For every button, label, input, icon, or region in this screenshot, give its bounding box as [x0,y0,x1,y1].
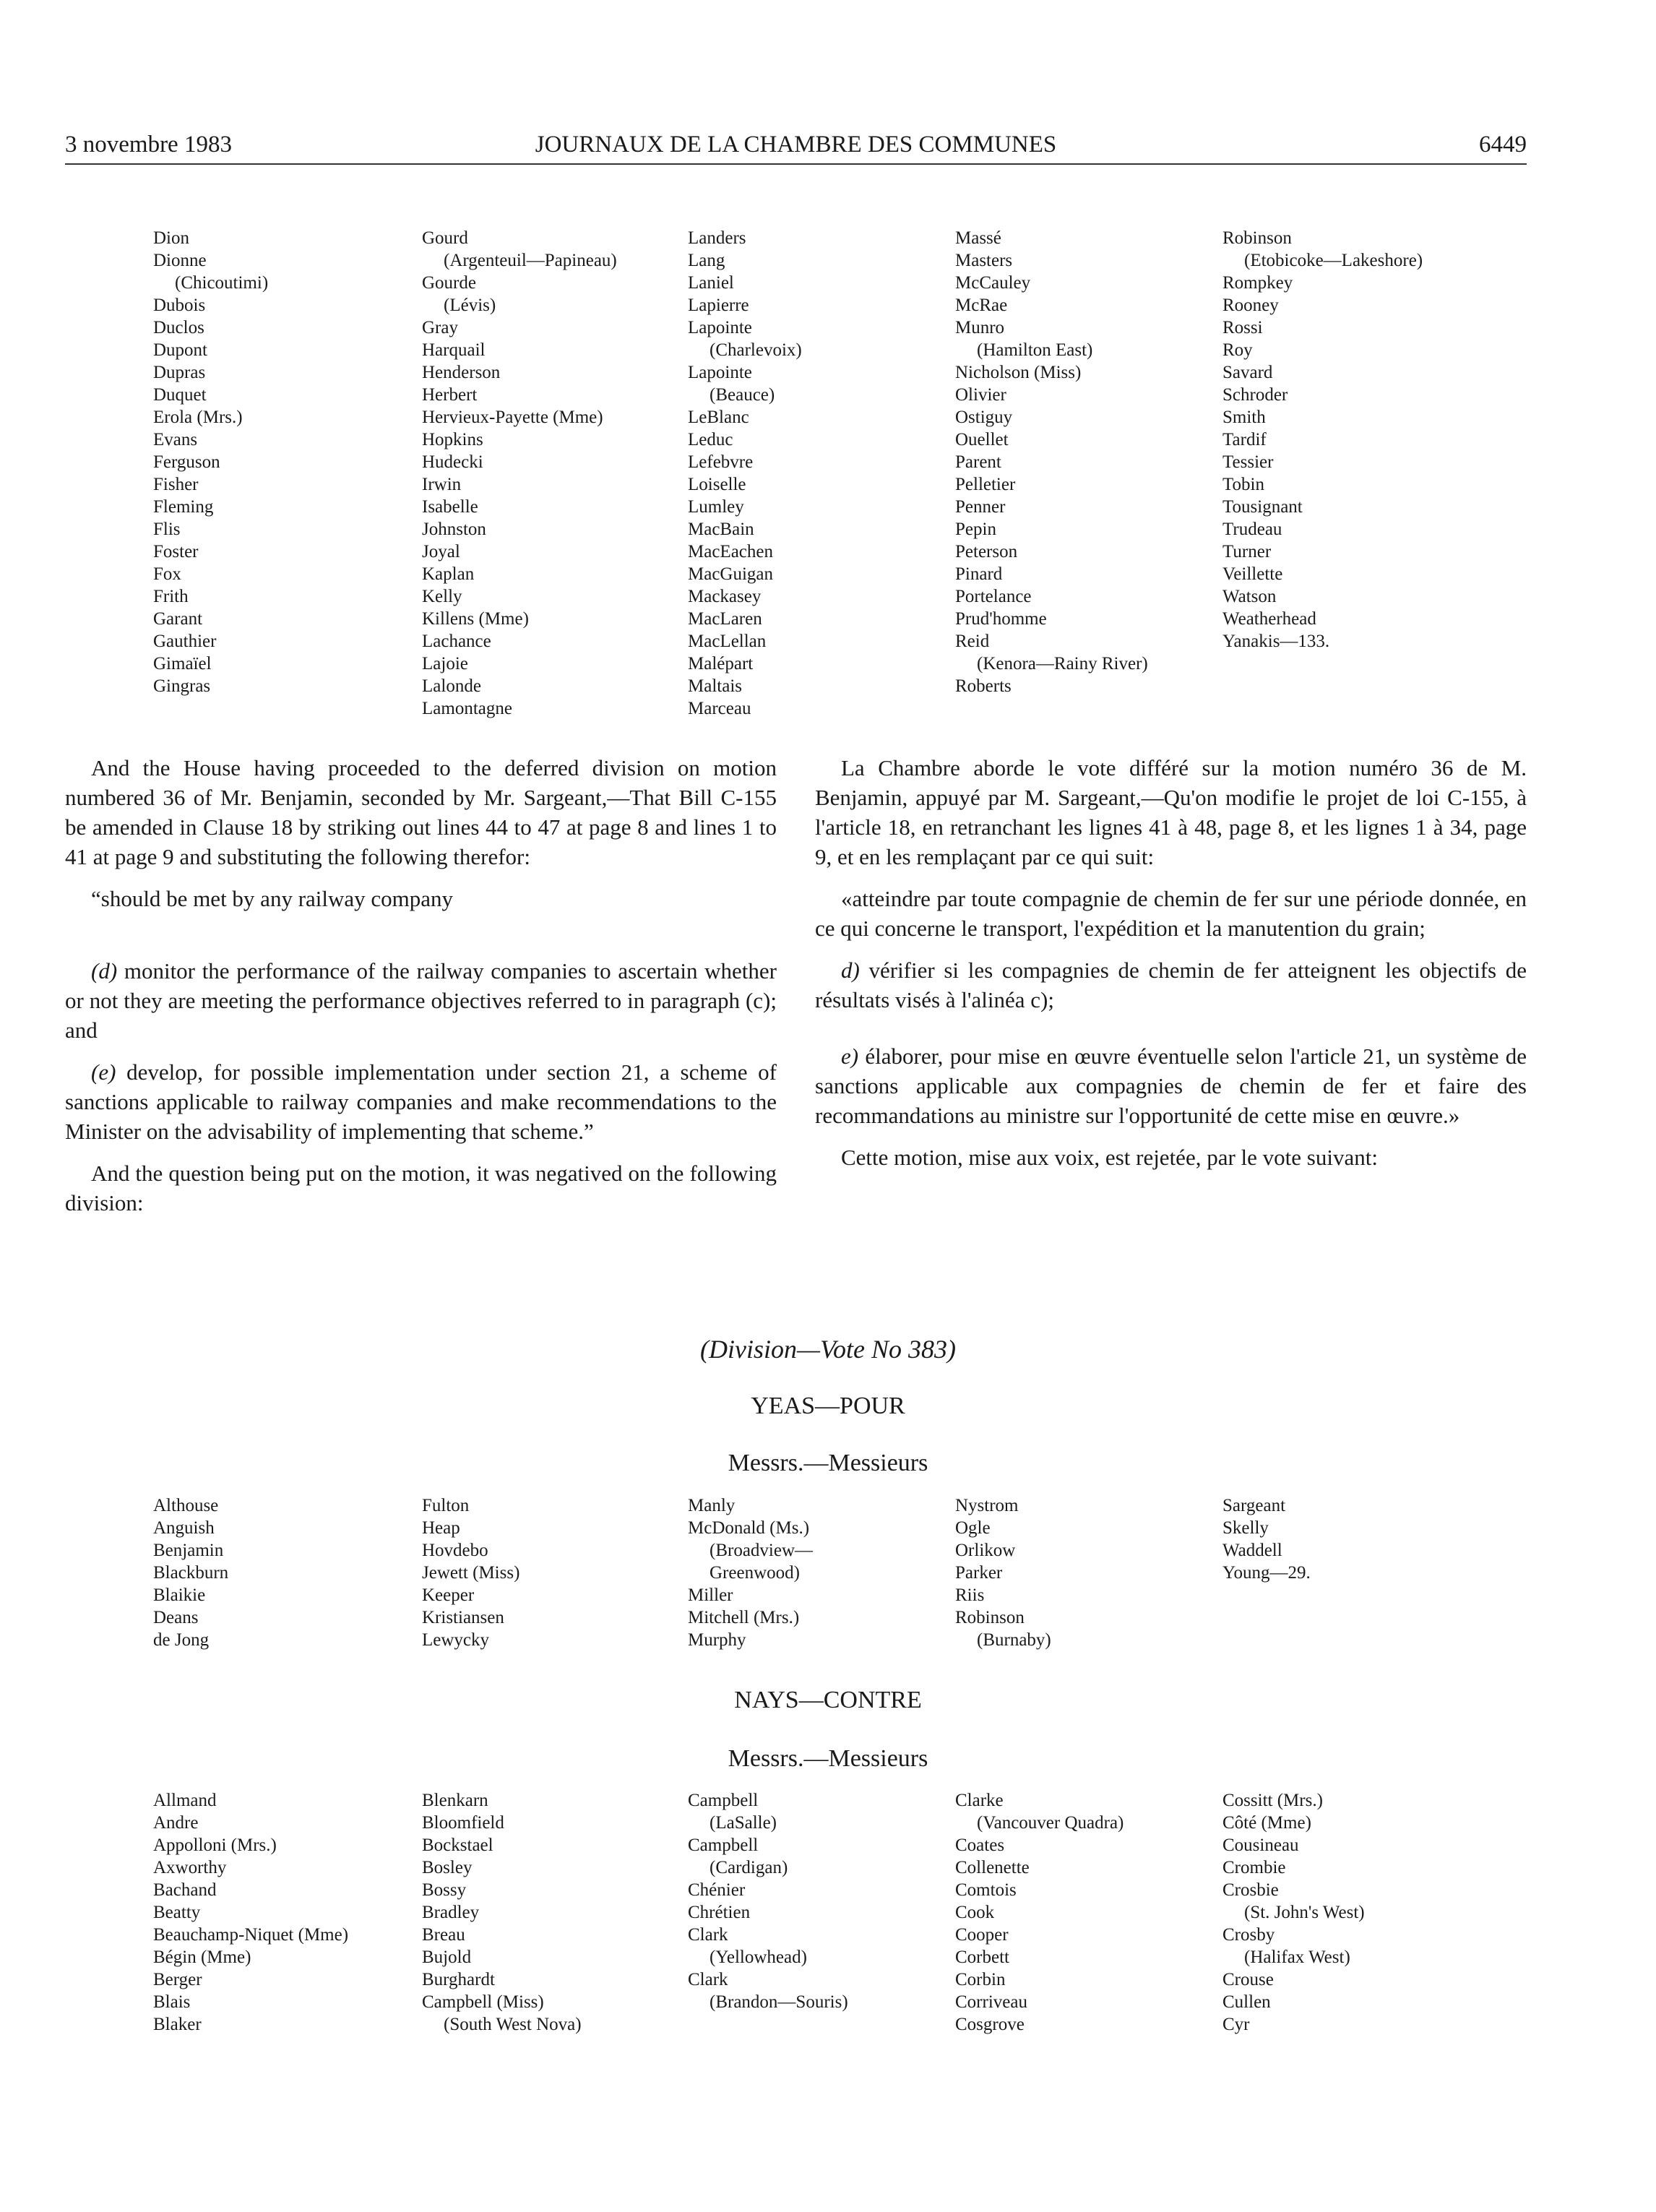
member-name: (Charlevoix) [710,340,802,360]
division-title: (Division—Vote No 383) [700,1335,956,1364]
member-name: Lachance [422,632,491,651]
member-name: Garant [153,609,203,629]
member-name: Benjamin [153,1541,224,1560]
member-name: Rossi [1222,318,1263,337]
member-name: Lamontagne [422,699,512,718]
member-name: Gourd [422,228,468,248]
member-name: Portelance [955,587,1032,606]
member-name: Herbert [422,385,478,405]
member-name: Gimaïel [153,654,212,674]
member-name: Appolloni (Mrs.) [153,1836,277,1855]
member-name: Riis [955,1585,985,1605]
member-name: Turner [1222,542,1272,561]
member-name: Nystrom [955,1496,1019,1515]
member-name: Breau [422,1925,465,1945]
member-name: Heap [422,1518,460,1538]
member-name: Axworthy [153,1858,227,1877]
member-name: (Kenora—Rainy River) [977,654,1148,674]
member-name: Crosby [1222,1925,1275,1945]
name-column [1222,227,1490,653]
member-name: Cyr [1222,2015,1250,2034]
member-name: (Argenteuil—Papineau) [444,251,617,270]
french-clause-d [815,955,1527,1015]
name-column [688,1494,955,1651]
french-clause-e [815,1041,1527,1130]
member-name: Dionne [153,251,207,270]
member-name: Hopkins [422,430,483,449]
french-motion-para: La Chambre aborde le vote différé sur la motion numéro 36 de M. Benjamin, appuyé par M. Sargeant,—Qu'on modifie le projet de loi C-155, à l'article 18, en retranchant les lignes 41 à 48, page 8, et les lignes 1 à 34, page 9, et en les remplaçant par ce qui suit: [815,755,1527,869]
name-column [422,1789,689,2036]
name-column [955,1494,1222,1651]
member-name: Pepin [955,520,996,539]
clause-d-text: vérifier si les compagnies de chemin de fer atteignent les objectifs de résultats visés à l'alinéa c); [815,957,1527,1012]
member-name: Marceau [688,699,751,718]
member-name: Jewett (Miss) [422,1563,520,1583]
member-name: McDonald (Ms.) [688,1518,810,1538]
member-name: Burghardt [422,1970,495,1989]
member-name: Bloomfield [422,1813,504,1833]
member-name: (Halifax West) [1244,1948,1350,1967]
member-name: (South West Nova) [444,2015,582,2034]
member-name: Pelletier [955,475,1016,494]
member-name: Duclos [153,318,204,337]
member-name: (LaSalle) [710,1813,777,1833]
member-name: (Etobicoke—Lakeshore) [1244,251,1423,270]
member-name: (Chicoutimi) [175,273,269,293]
member-name: Berger [153,1970,202,1989]
member-name: Crosbie [1222,1880,1279,1900]
member-name: Blaker [153,2015,202,2034]
member-name: Crombie [1222,1858,1286,1877]
member-name: Collenette [955,1858,1030,1877]
member-name: Comtois [955,1880,1017,1900]
member-name: Kaplan [422,564,475,584]
member-name: (Broadview— [710,1541,814,1560]
member-name: Lajoie [422,654,468,674]
member-name: Mitchell (Mrs.) [688,1608,800,1627]
member-name: Hovdebo [422,1541,488,1560]
messrs-heading-nays: Messrs.—Messieurs [728,1745,928,1772]
member-name: Gray [422,318,458,337]
member-name: Isabelle [422,497,478,517]
member-name: Henderson [422,363,501,382]
member-name: Fulton [422,1496,470,1515]
member-name: Leduc [688,430,733,449]
yeas-list [153,1494,1526,1661]
english-column [65,753,777,1230]
member-name: Olivier [955,385,1006,405]
member-name: Keeper [422,1585,475,1605]
member-name: Côté (Mme) [1222,1813,1311,1833]
member-name: Campbell (Miss) [422,1992,544,2012]
member-name: Reid [955,632,990,651]
member-name: Penner [955,497,1006,517]
french-column [815,753,1527,1184]
member-name: Lapierre [688,296,749,315]
member-name: Savard [1222,363,1273,382]
member-name: Corbin [955,1970,1006,1989]
member-name: Bachand [153,1880,217,1900]
member-name: Corbett [955,1948,1009,1967]
member-name: Pinard [955,564,1003,584]
member-name: Masters [955,251,1013,270]
member-name: Weatherhead [1222,609,1316,629]
member-name: Beatty [153,1903,201,1922]
member-name: Cook [955,1903,995,1922]
member-name: Johnston [422,520,486,539]
member-name: Coates [955,1836,1005,1855]
member-name: Killens (Mme) [422,609,529,629]
member-name: Corriveau [955,1992,1027,2012]
page-header [65,129,1527,165]
member-name: Cousineau [1222,1836,1299,1855]
member-name: Dubois [153,296,206,315]
member-name: Orlikow [955,1541,1016,1560]
member-name: Erola (Mrs.) [153,408,243,427]
clause-d-label: (d) [91,958,118,984]
member-name: Rooney [1222,296,1279,315]
member-name: Roberts [955,676,1012,696]
member-name: Sargeant [1222,1496,1286,1515]
name-column [1222,1789,1490,2036]
member-name: Lang [688,251,725,270]
name-column [955,227,1222,697]
member-name: Crouse [1222,1970,1274,1989]
name-column [955,1789,1222,2036]
member-name: Blaikie [153,1585,206,1605]
clause-e-text: develop, for possible implementation under section 21, a scheme of sanctions applicable to railway companies and make recommendations to the Minister on the advisability of implementing that scheme.” [65,1059,777,1144]
member-name: Dupras [153,363,206,382]
member-name: (Hamilton East) [977,340,1093,360]
member-name: Chénier [688,1880,746,1900]
member-name: Campbell [688,1836,759,1855]
name-column [153,1789,421,2036]
name-column [153,1494,421,1651]
member-name: Tobin [1222,475,1264,494]
member-name: Tardif [1222,430,1267,449]
member-name: Gingras [153,676,211,696]
member-name: Schroder [1222,385,1288,405]
member-name: Lalonde [422,676,481,696]
member-name: Tousignant [1222,497,1303,517]
member-name: Greenwood) [710,1563,800,1583]
member-name: Bradley [422,1903,480,1922]
member-name: Fisher [153,475,199,494]
member-name: Andre [153,1813,199,1833]
member-name: (Brandon—Souris) [710,1992,848,2012]
english-quote: “should be met by any railway company [91,886,454,911]
member-name: (Cardigan) [710,1858,788,1877]
member-name: Young—29. [1222,1563,1311,1583]
member-name: Malépart [688,654,754,674]
yeas-heading: YEAS—POUR [751,1393,905,1419]
member-name: Blais [153,1992,191,2012]
member-name: Harquail [422,340,486,360]
member-name: Nicholson (Miss) [955,363,1082,382]
member-name: Cossitt (Mrs.) [1222,1791,1323,1810]
top-names-list [153,227,1526,726]
clause-e-label: e) [841,1043,859,1069]
member-name: Clarke [955,1791,1004,1810]
member-name: Loiselle [688,475,746,494]
member-name: Gourde [422,273,476,293]
member-name: Foster [153,542,199,561]
member-name: McCauley [955,273,1031,293]
page-number: 6449 [1479,132,1527,158]
member-name: Miller [688,1585,733,1605]
member-name: Chrétien [688,1903,751,1922]
member-name: McRae [955,296,1008,315]
clause-d-label: d) [841,957,860,983]
member-name: Frith [153,587,189,606]
clause-d-text: monitor the performance of the railway companies to ascertain whether or not they are meeting the performance objectives referred to in paragraph (c); and [65,958,777,1043]
french-quote: «atteindre par toute compagnie de chemin de fer sur une période donnée, en ce qui concerne le transport, l'expédition et la manutention du grain; [815,886,1527,941]
member-name: Bujold [422,1948,472,1967]
member-name: Dupont [153,340,207,360]
member-name: (Vancouver Quadra) [977,1813,1124,1833]
member-name: Fleming [153,497,214,517]
member-name: Hudecki [422,452,483,472]
member-name: Deans [153,1608,199,1627]
member-name: Parker [955,1563,1003,1583]
english-motion-para: And the House having proceeded to the deferred division on motion numbered 36 of Mr. Benjamin, seconded by Mr. Sargeant,—That Bill C-155 be amended in Clause 18 by striking out lines 44 to 47 at page 8 and lines 1 to 41 at page 9 and substituting the following therefor: [65,755,777,869]
member-name: Lapointe [688,318,752,337]
member-name: (St. John's West) [1244,1903,1365,1922]
member-name: Ouellet [955,430,1009,449]
member-name: Lewycky [422,1630,490,1650]
member-name: Clark [688,1925,728,1945]
member-name: Massé [955,228,1001,248]
member-name: Maltais [688,676,742,696]
member-name: MacGuigan [688,564,774,584]
header-date: 3 novembre 1983 [65,132,232,158]
member-name: Campbell [688,1791,759,1810]
member-name: Veillette [1222,564,1283,584]
member-name: (Beauce) [710,385,775,405]
member-name: Ogle [955,1518,991,1538]
member-name: MacEachen [688,542,773,561]
member-name: Robinson [1222,228,1292,248]
member-name: Cooper [955,1925,1009,1945]
member-name: Skelly [1222,1518,1269,1538]
member-name: MacLaren [688,609,762,629]
nays-heading: NAYS—CONTRE [734,1687,922,1713]
member-name: Tessier [1222,452,1274,472]
member-name: Trudeau [1222,520,1282,539]
member-name: Kristiansen [422,1608,504,1627]
member-name: Peterson [955,542,1018,561]
messrs-heading-yeas: Messrs.—Messieurs [728,1450,928,1476]
member-name: Clark [688,1970,728,1989]
member-name: Prud'homme [955,609,1047,629]
member-name: Parent [955,452,1001,472]
member-name: MacLellan [688,632,767,651]
member-name: Irwin [422,475,462,494]
member-name: Ferguson [153,452,220,472]
member-name: Mackasey [688,587,762,606]
member-name: Cosgrove [955,2015,1025,2034]
member-name: Munro [955,318,1005,337]
member-name: MacBain [688,520,754,539]
member-name: Cullen [1222,1992,1271,2012]
member-name: (Burnaby) [977,1630,1051,1650]
member-name: Blenkarn [422,1791,488,1810]
member-name: Watson [1222,587,1277,606]
member-name: Yanakis—133. [1222,632,1330,651]
member-name: Bosley [422,1858,473,1877]
member-name: Ostiguy [955,408,1013,427]
member-name: Joyal [422,542,460,561]
member-name: Allmand [153,1791,217,1810]
english-result-para: And the question being put on the motion, it was negatived on the following division: [65,1161,777,1215]
member-name: Waddell [1222,1541,1282,1560]
member-name: Lapointe [688,363,752,382]
member-name: Gauthier [153,632,217,651]
member-name: Murphy [688,1630,746,1650]
nays-list [153,1789,1526,2049]
name-column [1222,1494,1490,1584]
member-name: Lumley [688,497,744,517]
member-name: Evans [153,430,198,449]
english-clause-e [65,1057,777,1146]
member-name: Lefebvre [688,452,754,472]
clause-e-label: (e) [91,1059,116,1085]
member-name: Beauchamp-Niquet (Mme) [153,1925,349,1945]
name-column [422,227,689,720]
member-name: Landers [688,228,746,248]
name-column [153,227,421,697]
member-name: Hervieux-Payette (Mme) [422,408,603,427]
member-name: Bégin (Mme) [153,1948,251,1967]
member-name: Smith [1222,408,1266,427]
name-column [688,227,955,720]
member-name: Dion [153,228,189,248]
name-column [688,1789,955,2013]
member-name: Kelly [422,587,462,606]
member-name: Fox [153,564,181,584]
member-name: Duquet [153,385,207,405]
member-name: LeBlanc [688,408,749,427]
member-name: (Lévis) [444,296,496,315]
member-name: Anguish [153,1518,215,1538]
member-name: Robinson [955,1608,1025,1627]
member-name: Rompkey [1222,273,1293,293]
clause-e-text: élaborer, pour mise en œuvre éventuelle selon l'article 21, un système de sanctions applicable aux compagnies de chemin de fer et faire des recommandations au ministre sur l'opportunité de cette mise en œuvre.» [815,1043,1527,1128]
member-name: Althouse [153,1496,219,1515]
english-clause-d [65,956,777,1045]
member-name: Bockstael [422,1836,493,1855]
member-name: de Jong [153,1630,210,1650]
french-result-para: Cette motion, mise aux voix, est rejetée, par le vote suivant: [841,1145,1378,1170]
member-name: Bossy [422,1880,467,1900]
member-name: Manly [688,1496,736,1515]
name-column [422,1494,689,1651]
member-name: (Yellowhead) [710,1948,807,1967]
member-name: Blackburn [153,1563,229,1583]
member-name: Laniel [688,273,734,293]
member-name: Roy [1222,340,1253,360]
member-name: Flis [153,520,181,539]
header-title: JOURNAUX DE LA CHAMBRE DES COMMUNES [535,132,1057,158]
